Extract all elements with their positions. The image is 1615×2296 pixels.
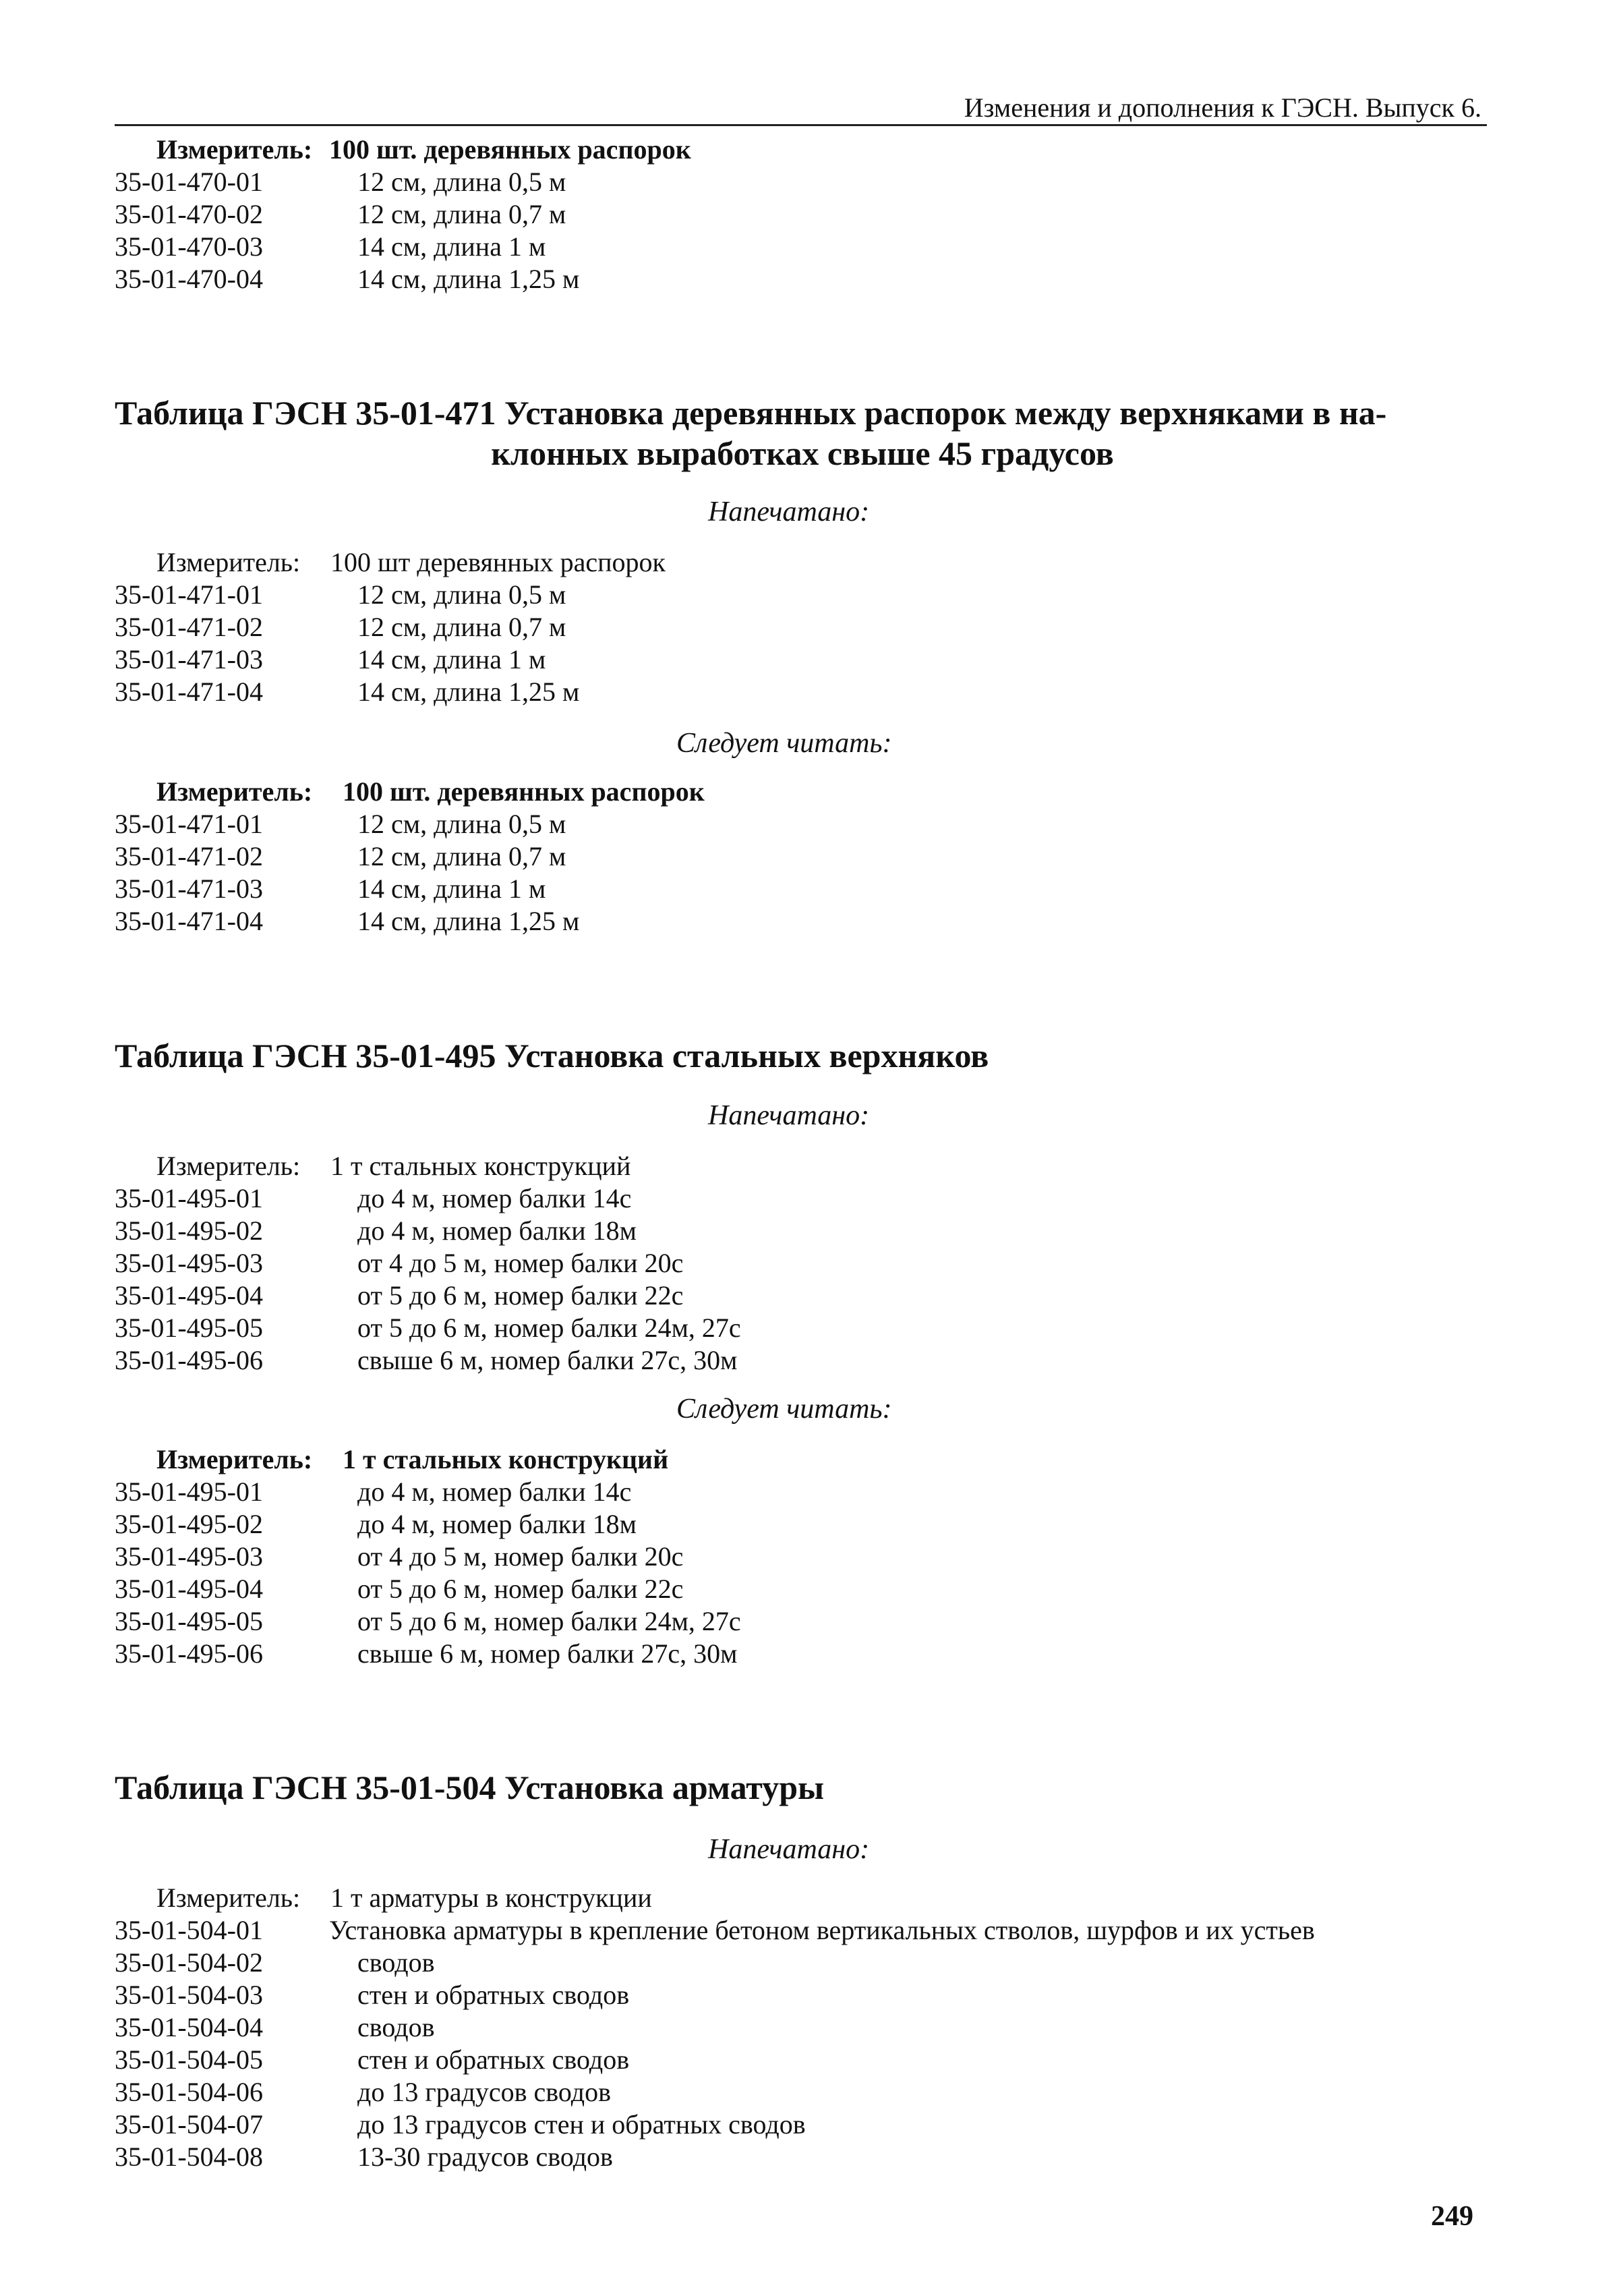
row-code: 35-01-495-03 [115, 1248, 263, 1278]
row-code: 35-01-495-05 [115, 1313, 263, 1343]
meter-value: 1 т стальных конструкций [330, 1151, 631, 1181]
row-code: 35-01-471-01 [115, 809, 263, 839]
row-code: 35-01-471-04 [115, 677, 263, 707]
table-row [115, 808, 1490, 840]
table-row [115, 1573, 1490, 1605]
row-code: 35-01-504-01 [115, 1915, 263, 1945]
meter-label: Измеритель: [156, 1444, 313, 1474]
row-desc: от 5 до 6 м, номер балки 22с [357, 1280, 684, 1311]
row-desc: до 4 м, номер балки 14с [357, 1183, 632, 1213]
table-row [115, 1182, 1490, 1215]
meter-label: Измеритель: [156, 1151, 301, 1181]
meter-row [115, 1443, 1490, 1476]
table-row [115, 1312, 1490, 1344]
meter-row [115, 1882, 1490, 1914]
meter-value: 100 шт деревянных распорок [330, 547, 666, 577]
table-row [115, 1947, 1490, 1979]
row-desc: 14 см, длина 1,25 м [357, 677, 580, 707]
row-desc: 14 см, длина 1,25 м [357, 264, 580, 294]
table-row [115, 1914, 1490, 1947]
table-row [115, 1476, 1490, 1508]
page-number: 249 [1431, 2201, 1473, 2232]
row-code: 35-01-504-02 [115, 1947, 263, 1978]
table-row [115, 2108, 1490, 2141]
table-471-printed [115, 546, 1490, 708]
printed-label: Напечатано: [708, 1834, 870, 1865]
table-row [115, 611, 1490, 643]
meter-value: 1 т арматуры в конструкции [330, 1883, 652, 1913]
row-code: 35-01-495-06 [115, 1638, 263, 1669]
row-code: 35-01-504-05 [115, 2044, 263, 2075]
row-code: 35-01-495-06 [115, 1345, 263, 1375]
row-code: 35-01-470-01 [115, 167, 263, 197]
row-code: 35-01-504-03 [115, 1980, 263, 2010]
row-desc: до 13 градусов стен и обратных сводов [357, 2109, 806, 2140]
table-471-title [115, 393, 1490, 473]
row-desc: от 5 до 6 м, номер балки 24м, 27с [357, 1313, 741, 1343]
meter-value: 100 шт. деревянных распорок [329, 134, 691, 165]
row-code: 35-01-470-04 [115, 264, 263, 294]
row-desc: 12 см, длина 0,7 м [357, 612, 566, 642]
table-row [115, 840, 1490, 873]
row-code: 35-01-495-02 [115, 1509, 263, 1539]
row-desc: от 4 до 5 м, номер балки 20с [357, 1541, 684, 1572]
row-code: 35-01-471-04 [115, 906, 263, 936]
row-code: 35-01-471-02 [115, 841, 263, 871]
table-row [115, 1247, 1490, 1280]
meter-label: Измеритель: [156, 547, 301, 577]
row-desc: до 4 м, номер балки 14с [357, 1476, 632, 1507]
table-495-title: Таблица ГЭСН 35-01-495 Установка стальных верхняков [115, 1037, 989, 1074]
row-desc: до 13 градусов сводов [357, 2077, 611, 2107]
row-desc: 12 см, длина 0,5 м [357, 809, 566, 839]
table-row [115, 166, 1490, 198]
meter-row [115, 134, 1490, 166]
table-row [115, 1541, 1490, 1573]
row-desc: 14 см, длина 1 м [357, 644, 546, 675]
row-code: 35-01-495-02 [115, 1215, 263, 1246]
table-504-printed [115, 1882, 1490, 2173]
row-desc: 12 см, длина 0,7 м [357, 841, 566, 871]
meter-value: 1 т стальных конструкций [343, 1444, 669, 1474]
row-desc: 12 см, длина 0,5 м [357, 167, 566, 197]
table-row [115, 2141, 1490, 2173]
row-desc: от 5 до 6 м, номер балки 24м, 27с [357, 1606, 741, 1636]
table-row [115, 905, 1490, 938]
row-code: 35-01-495-03 [115, 1541, 263, 1572]
row-desc: 13-30 градусов сводов [357, 2142, 613, 2172]
meter-label: Измеритель: [156, 1883, 301, 1913]
table-row [115, 2011, 1490, 2044]
table-row [115, 1979, 1490, 2011]
row-desc: сводов [357, 2012, 435, 2042]
row-code: 35-01-471-01 [115, 579, 263, 610]
read-label: Следует читать: [676, 728, 892, 759]
table-row [115, 1280, 1490, 1312]
row-code: 35-01-471-02 [115, 612, 263, 642]
table-row [115, 676, 1490, 708]
row-code: 35-01-495-04 [115, 1280, 263, 1311]
meter-label: Измеритель: [156, 134, 313, 165]
row-desc: до 4 м, номер балки 18м [357, 1215, 637, 1246]
printed-label: Напечатано: [708, 1100, 870, 1131]
table-471-read [115, 776, 1490, 938]
row-desc: Установка арматуры в крепление бетоном вертикальных стволов, шурфов и их устьев [329, 1915, 1315, 1945]
row-code: 35-01-495-01 [115, 1183, 263, 1213]
row-desc: свыше 6 м, номер балки 27с, 30м [357, 1638, 738, 1669]
row-code: 35-01-471-03 [115, 644, 263, 675]
row-desc: 14 см, длина 1 м [357, 873, 546, 904]
table-row [115, 2076, 1490, 2108]
table-row [115, 231, 1490, 263]
row-code: 35-01-504-07 [115, 2109, 263, 2140]
row-code: 35-01-495-01 [115, 1476, 263, 1507]
meter-row [115, 546, 1490, 579]
row-desc: 14 см, длина 1 м [357, 231, 546, 262]
table-row [115, 1344, 1490, 1377]
title-line-2: клонных выработках свыше 45 градусов [491, 434, 1114, 472]
table-row [115, 1508, 1490, 1541]
row-code: 35-01-470-02 [115, 199, 263, 229]
block-470 [115, 134, 1490, 295]
table-row [115, 873, 1490, 905]
row-desc: стен и обратных сводов [357, 1980, 630, 2010]
row-code: 35-01-495-04 [115, 1574, 263, 1604]
table-row [115, 2044, 1490, 2076]
table-row [115, 198, 1490, 231]
row-code: 35-01-504-06 [115, 2077, 263, 2107]
printed-label: Напечатано: [708, 496, 870, 527]
row-desc: свыше 6 м, номер балки 27с, 30м [357, 1345, 738, 1375]
table-504-title: Таблица ГЭСН 35-01-504 Установка арматуры [115, 1769, 825, 1806]
row-code: 35-01-504-04 [115, 2012, 263, 2042]
table-495-printed [115, 1150, 1490, 1377]
row-desc: от 4 до 5 м, номер балки 20с [357, 1248, 684, 1278]
row-desc: от 5 до 6 м, номер балки 22с [357, 1574, 684, 1604]
header-title: Изменения и дополнения к ГЭСН. Выпуск 6. [964, 92, 1481, 123]
table-row [115, 579, 1490, 611]
row-desc: 12 см, длина 0,7 м [357, 199, 566, 229]
table-row [115, 1638, 1490, 1670]
row-desc: стен и обратных сводов [357, 2044, 630, 2075]
table-495-read [115, 1443, 1490, 1670]
row-desc: до 4 м, номер балки 18м [357, 1509, 637, 1539]
running-header [115, 85, 1487, 126]
meter-row [115, 1150, 1490, 1182]
meter-value: 100 шт. деревянных распорок [343, 776, 705, 807]
row-desc: 12 см, длина 0,5 м [357, 579, 566, 610]
row-code: 35-01-504-08 [115, 2142, 263, 2172]
meter-row [115, 776, 1490, 808]
title-line-1: Таблица ГЭСН 35-01-471 Установка деревянных распорок между верхняками в на- [115, 394, 1387, 432]
read-label: Следует читать: [676, 1394, 892, 1425]
table-row [115, 643, 1490, 676]
row-code: 35-01-495-05 [115, 1606, 263, 1636]
table-row [115, 263, 1490, 295]
table-row [115, 1605, 1490, 1638]
table-row [115, 1215, 1490, 1247]
meter-label: Измеритель: [156, 776, 313, 807]
row-code: 35-01-470-03 [115, 231, 263, 262]
row-desc: 14 см, длина 1,25 м [357, 906, 580, 936]
row-desc: сводов [357, 1947, 435, 1978]
row-code: 35-01-471-03 [115, 873, 263, 904]
